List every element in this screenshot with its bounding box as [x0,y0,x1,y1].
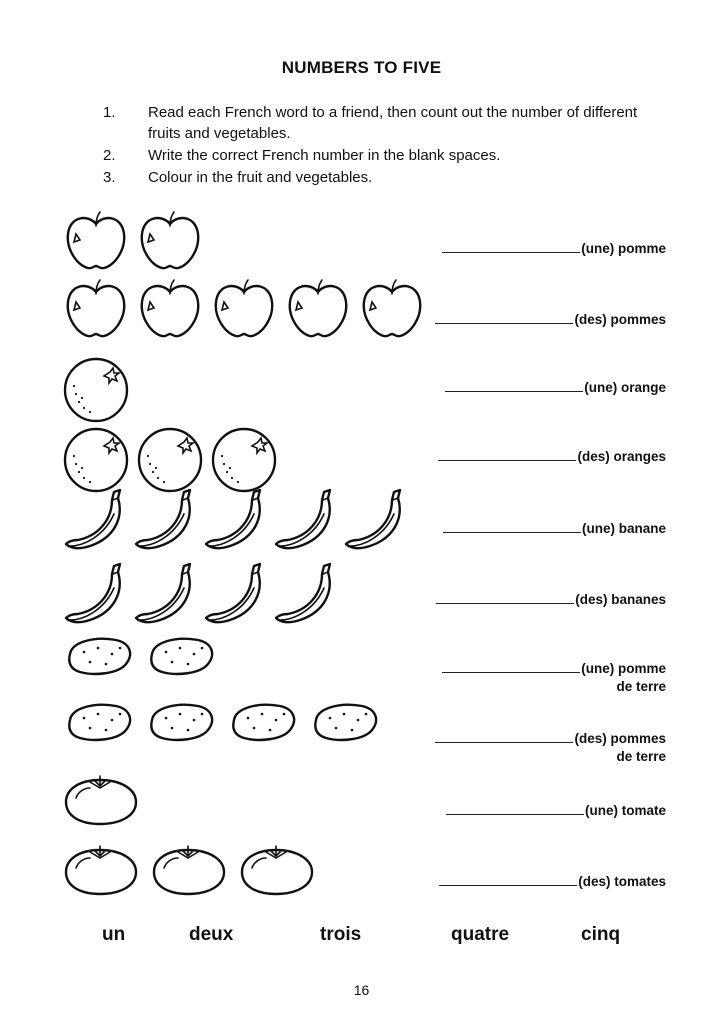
apple-icon [142,212,198,268]
orange-group [60,350,440,430]
vegetable-drawings [60,766,440,846]
french-label: (une) pomme [581,241,666,256]
instruction-number: 1. [103,104,116,121]
fruit-drawings [60,484,440,564]
orange-icon [65,359,127,421]
page-title: NUMBERS TO FIVE [281,58,442,77]
french-label: (des) tomates [578,874,666,889]
french-label-continued: de terre [616,749,666,764]
potato-icon [151,639,212,674]
orange-icon [65,429,127,491]
blank-space[interactable] [435,311,573,324]
tomato-icon [66,776,136,824]
banana-group [60,484,440,564]
banana-icon [206,490,260,548]
banana-icon [136,564,190,622]
banana-icon [276,490,330,548]
number-word-un: un [102,924,126,945]
banana-group [60,558,440,638]
tomato-icon [66,846,136,894]
apple-icon [364,280,420,336]
fruit-drawings [60,350,440,430]
potato-group [60,696,440,776]
orange-icon [139,429,201,491]
instruction-number: 3. [103,169,116,186]
fruit-drawings [60,276,440,356]
potato-icon [151,705,212,740]
blank-space[interactable] [446,802,584,815]
answer-line[interactable] [445,379,666,397]
french-label: (une) tomate [585,803,666,818]
apple-icon [216,280,272,336]
french-label: (une) pomme [581,661,666,676]
apple-icon [290,280,346,336]
instruction-text: Colour in the fruit and vegetables. [148,169,373,186]
potato-icon [69,705,130,740]
french-label-continued: de terre [616,679,666,694]
answer-line[interactable] [442,660,666,696]
answer-line[interactable] [435,311,666,329]
blank-space[interactable] [439,873,577,886]
number-word-quatre: quatre [451,924,510,945]
vegetable-drawings [60,696,440,776]
tomato-icon [242,846,312,894]
answer-line[interactable] [438,448,666,466]
orange-icon [213,429,275,491]
french-label: (une) banane [581,521,666,536]
instruction-text: Read each French word to a friend, then count out the number of different fruits and vegetables. [148,104,638,142]
blank-space[interactable] [445,379,583,392]
answer-line[interactable] [436,591,666,609]
tomato-icon [154,846,224,894]
blank-space[interactable] [443,520,581,533]
fruit-drawings [60,558,440,638]
banana-icon [276,564,330,622]
tomato-group [60,766,440,846]
number-word-cinq: cinq [581,924,621,945]
apple-icon [68,280,124,336]
banana-icon [346,490,400,548]
french-label: (des) pommes [574,731,666,746]
potato-icon [233,705,294,740]
blank-space[interactable] [438,448,576,461]
instruction-number: 2. [103,147,116,164]
apple-icon [142,280,198,336]
number-word-deux: deux [189,924,234,945]
number-word-bank [0,924,723,950]
blank-space[interactable] [442,660,580,673]
apple-icon [68,212,124,268]
banana-icon [66,490,120,548]
french-label: (des) oranges [577,449,666,464]
potato-icon [69,639,130,674]
blank-space[interactable] [435,730,573,743]
answer-line[interactable] [435,730,666,766]
answer-line[interactable] [446,802,666,820]
potato-icon [315,705,376,740]
tomato-group [60,836,440,916]
french-label: (des) pommes [574,312,666,327]
answer-line[interactable] [442,240,666,258]
french-label: (des) bananes [575,592,666,607]
instruction-text: Write the correct French number in the blank spaces. [148,147,501,164]
blank-space[interactable] [442,240,580,253]
banana-icon [66,564,120,622]
french-label: (une) orange [584,380,666,395]
page-number: 16 [353,982,370,998]
apple-group [60,276,440,356]
number-word-trois: trois [320,924,362,945]
answer-line[interactable] [439,873,666,891]
banana-icon [206,564,260,622]
vegetable-drawings [60,836,440,916]
answer-line[interactable] [443,520,666,538]
banana-icon [136,490,190,548]
blank-space[interactable] [436,591,574,604]
